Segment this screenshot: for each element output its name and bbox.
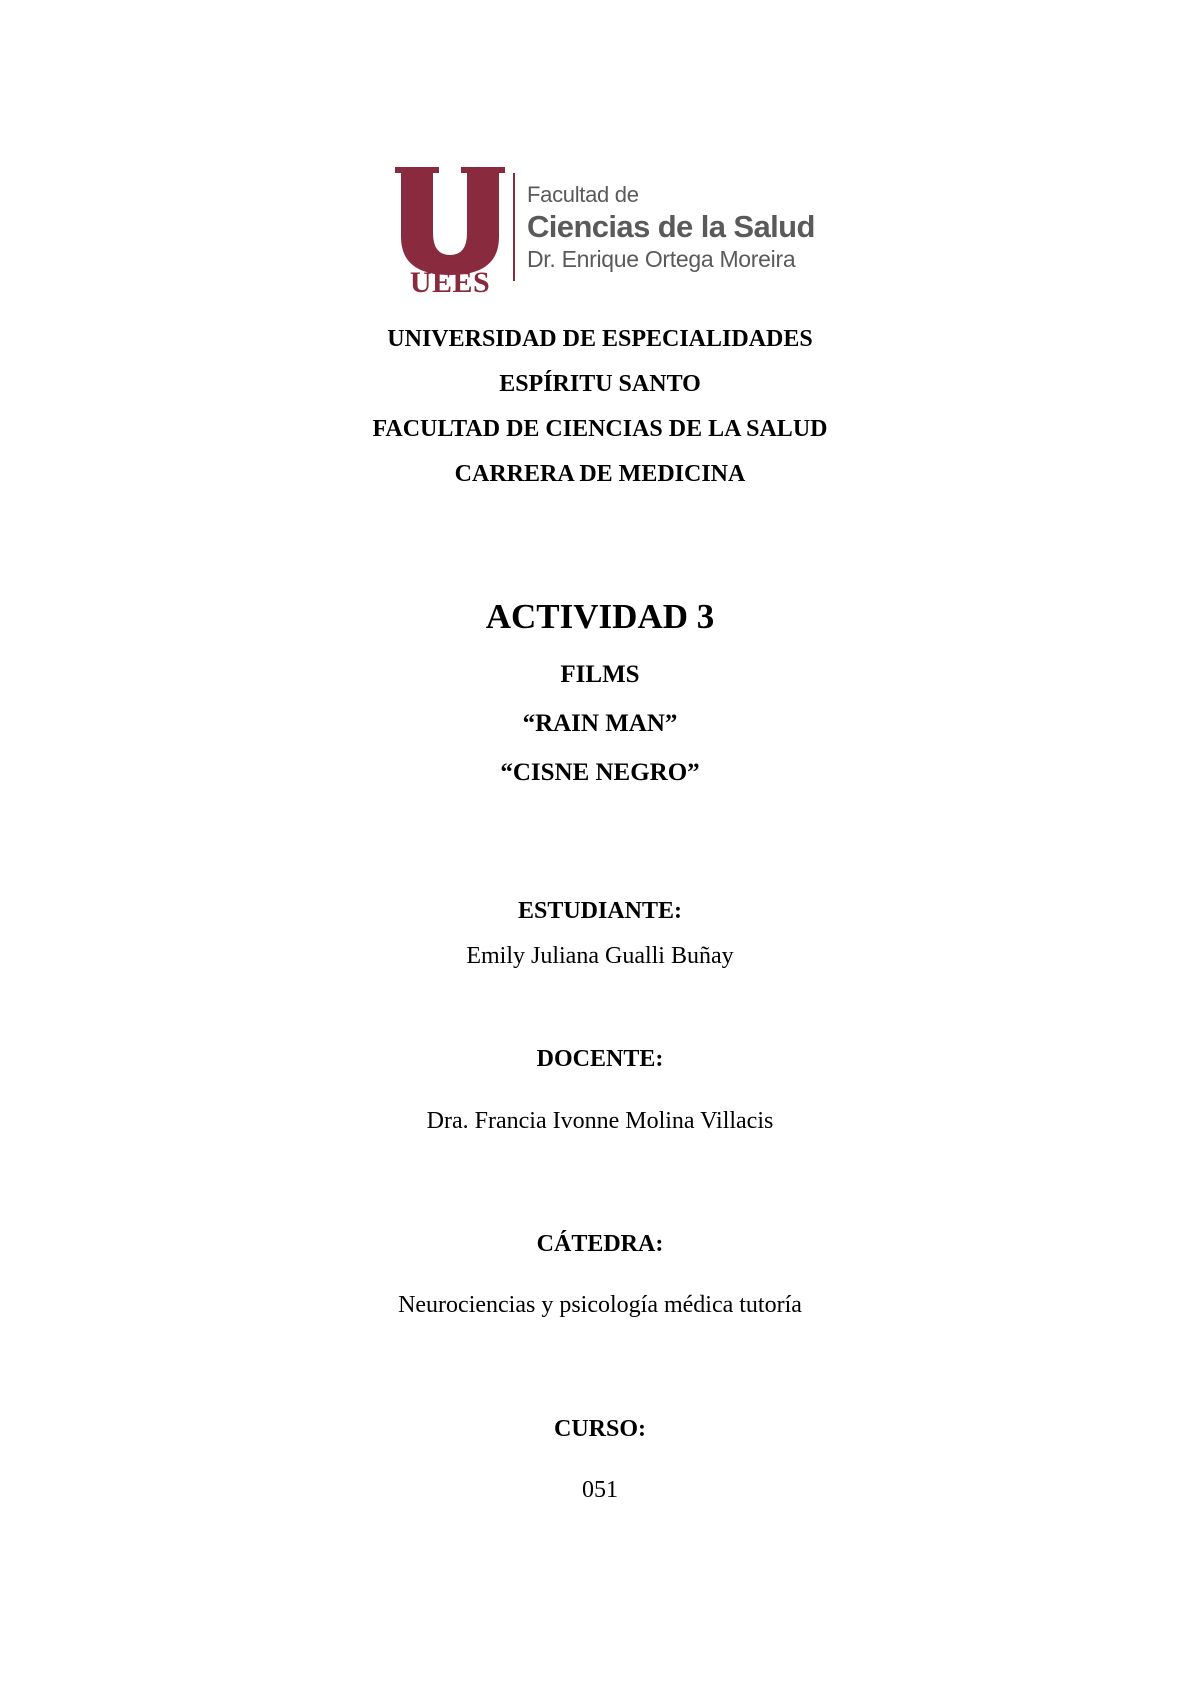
uees-logo-text: UEES — [409, 266, 491, 293]
activity-title: ACTIVIDAD 3 — [485, 597, 715, 636]
logo-divider — [513, 173, 515, 281]
logo-faculty-name: Ciencias de la Salud — [527, 209, 815, 245]
institution-line-2: ESPÍRITU SANTO — [499, 371, 701, 397]
logo-faculty-dean: Dr. Enrique Ortega Moreira — [527, 246, 796, 273]
student-label: ESTUDIANTE: — [517, 898, 683, 924]
institution-line-1: UNIVERSIDAD DE ESPECIALIDADES — [387, 326, 813, 352]
teacher-label: DOCENTE: — [536, 1046, 664, 1072]
uees-logo-mark — [395, 163, 505, 293]
course-value: 051 — [582, 1477, 618, 1503]
teacher-name: Dra. Francia Ivonne Molina Villacis — [426, 1108, 774, 1134]
logo-faculty-of: Facultad de — [527, 182, 639, 207]
faculty-logo — [395, 155, 815, 300]
film-title-1: “RAIN MAN” — [522, 710, 678, 737]
subject-name: Neurociencias y psicología médica tutoría — [398, 1292, 802, 1318]
logo-text-block — [527, 183, 815, 273]
subject-label: CÁTEDRA: — [536, 1231, 664, 1257]
activity-subtitle: FILMS — [560, 661, 640, 688]
course-label: CURSO: — [553, 1416, 646, 1442]
institution-line-3: FACULTAD DE CIENCIAS DE LA SALUD — [372, 416, 828, 442]
film-title-2: “CISNE NEGRO” — [500, 759, 700, 786]
institution-line-4: CARRERA DE MEDICINA — [454, 461, 746, 487]
student-name: Emily Juliana Gualli Buñay — [466, 943, 734, 969]
